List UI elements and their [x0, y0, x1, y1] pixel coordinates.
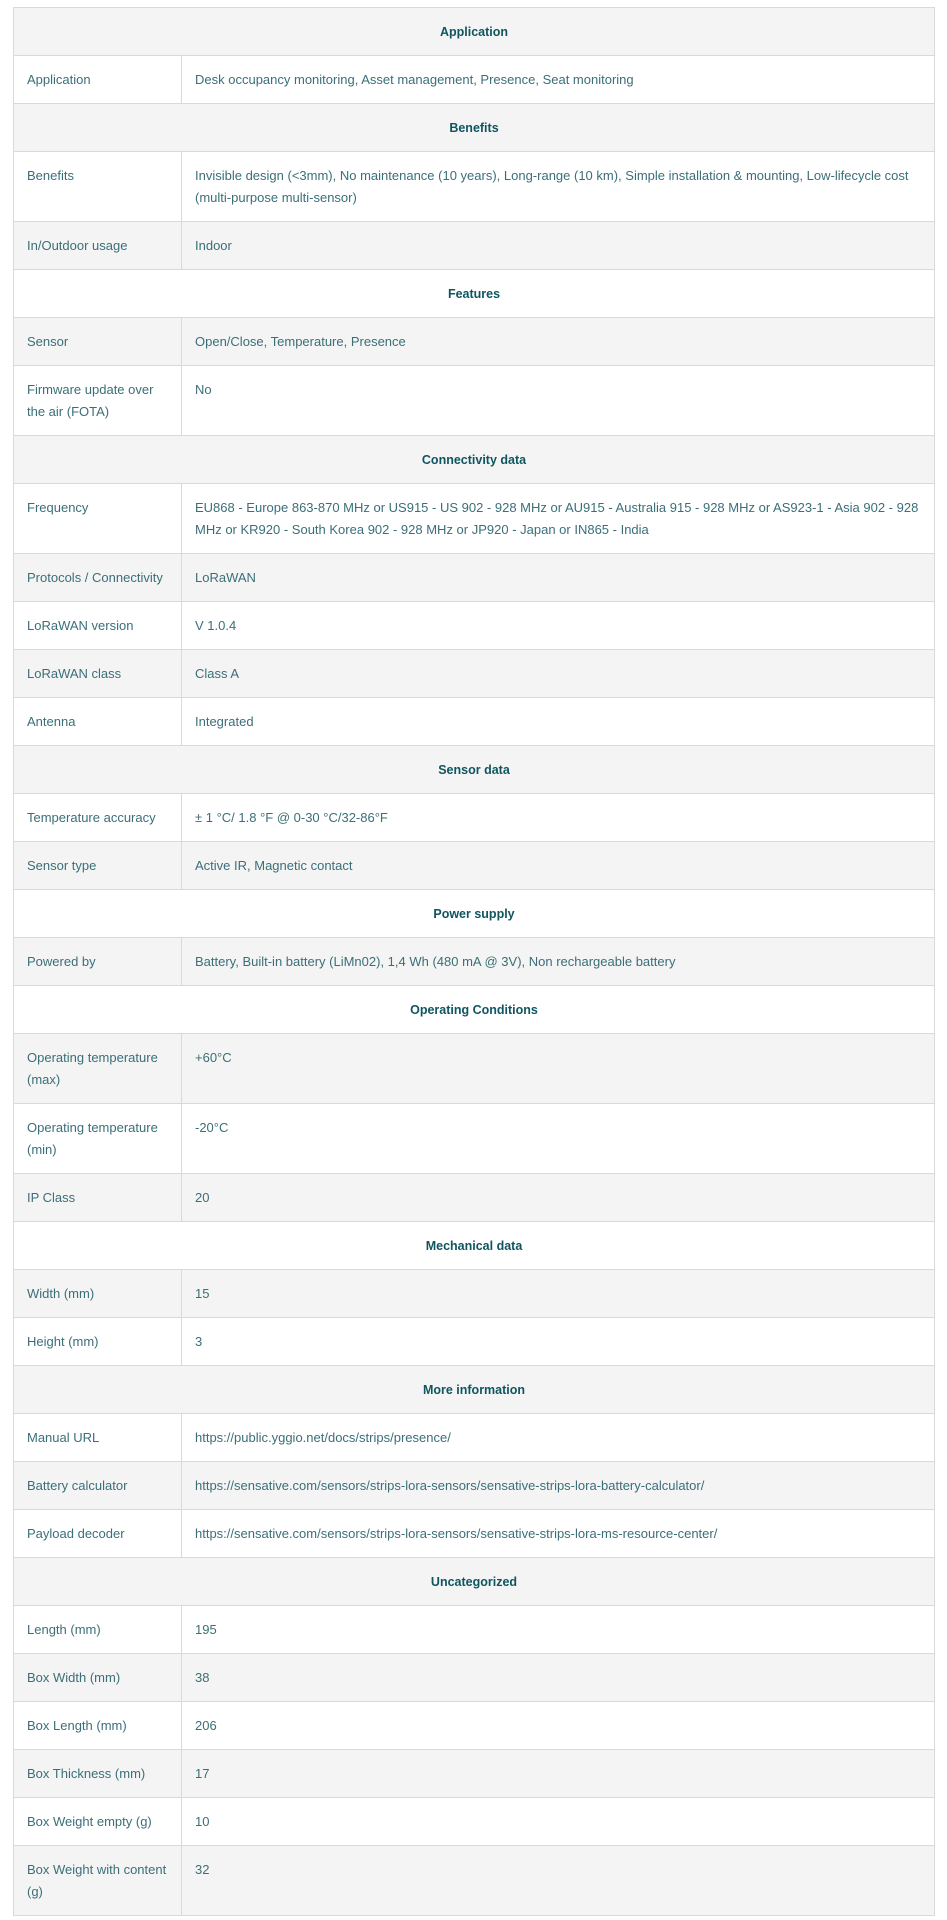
row-value: V 1.0.4	[195, 618, 237, 633]
row-value: ± 1 °C/ 1.8 °F @ 0-30 °C/32-86°F	[195, 810, 388, 825]
row-label: Antenna	[14, 698, 182, 745]
row-label: Frequency	[14, 484, 182, 553]
row-value: EU868 - Europe 863-870 MHz or US915 - US 902 - 928 MHz or AU915 - Australia 915 - 928 MHz or AS923-1 - Asia 902 - 928 MHz or KR920 - South Korea 902 - 928 MHz or JP920 - Japan or IN865 - India	[195, 500, 919, 537]
table-row	[14, 842, 935, 890]
table-row	[14, 1510, 935, 1558]
row-value: Class A	[195, 666, 240, 681]
table-row	[14, 1174, 935, 1222]
table-row	[14, 1270, 935, 1318]
table-row	[14, 1414, 935, 1462]
row-label: Box Weight empty (g)	[14, 1798, 182, 1845]
row-label: Application	[14, 56, 182, 103]
row-value: Indoor	[195, 238, 232, 253]
row-value: 15	[195, 1286, 210, 1301]
row-value: 3	[195, 1334, 203, 1349]
row-value: https://sensative.com/sensors/strips-lora-sensors/sensative-strips-lora-ms-resource-center/	[195, 1526, 718, 1541]
section-header: More information	[14, 1366, 935, 1414]
row-value: 195	[195, 1622, 217, 1637]
table-row	[14, 554, 935, 602]
row-label: In/Outdoor usage	[14, 222, 182, 269]
table-row	[14, 56, 935, 104]
row-value: Integrated	[195, 714, 254, 729]
table-row	[14, 1034, 935, 1104]
table-row	[14, 794, 935, 842]
row-value: Open/Close, Temperature, Presence	[195, 334, 406, 349]
table-row	[14, 1798, 935, 1846]
row-label: Protocols / Connectivity	[14, 554, 182, 601]
row-value: -20°C	[195, 1120, 229, 1135]
section-header: Uncategorized	[14, 1558, 935, 1606]
row-value: https://sensative.com/sensors/strips-lora-sensors/sensative-strips-lora-battery-calculator/	[195, 1478, 705, 1493]
table-row	[14, 1104, 935, 1174]
row-value: +60°C	[195, 1050, 232, 1065]
row-label: Operating temperature (max)	[14, 1034, 182, 1103]
section-header: Application	[14, 8, 935, 56]
row-value: 38	[195, 1670, 210, 1685]
row-label: Benefits	[14, 152, 182, 221]
row-value: Battery, Built-in battery (LiMn02), 1,4 Wh (480 mA @ 3V), Non rechargeable battery	[195, 954, 676, 969]
section-header: Benefits	[14, 104, 935, 152]
row-label: Height (mm)	[14, 1318, 182, 1365]
table-row	[14, 1654, 935, 1702]
row-value: LoRaWAN	[195, 570, 256, 585]
table-row	[14, 1318, 935, 1366]
table-row	[14, 938, 935, 986]
row-label: IP Class	[14, 1174, 182, 1221]
section-header: Connectivity data	[14, 436, 935, 484]
section-header: Features	[14, 270, 935, 318]
row-label: Powered by	[14, 938, 182, 985]
section-header: Operating Conditions	[14, 986, 935, 1034]
row-value: Desk occupancy monitoring, Asset management, Presence, Seat monitoring	[195, 72, 634, 87]
row-label: Payload decoder	[14, 1510, 182, 1557]
row-label: Box Length (mm)	[14, 1702, 182, 1749]
row-value: 32	[195, 1862, 210, 1877]
row-label: Box Weight with content (g)	[14, 1846, 182, 1915]
table-row	[14, 484, 935, 554]
table-row	[14, 1606, 935, 1654]
table-row	[14, 602, 935, 650]
row-value: Active IR, Magnetic contact	[195, 858, 353, 873]
table-row	[14, 1462, 935, 1510]
section-header: Mechanical data	[14, 1222, 935, 1270]
row-value: 20	[195, 1190, 210, 1205]
table-row	[14, 1846, 935, 1916]
section-header: Power supply	[14, 890, 935, 938]
row-label: Sensor type	[14, 842, 182, 889]
row-label: Length (mm)	[14, 1606, 182, 1653]
row-label: Operating temperature (min)	[14, 1104, 182, 1173]
row-label: Box Width (mm)	[14, 1654, 182, 1701]
table-row	[14, 1702, 935, 1750]
row-label: Width (mm)	[14, 1270, 182, 1317]
row-value: Invisible design (<3mm), No maintenance (10 years), Long-range (10 km), Simple installation & mounting, Low-lifecycle cost (multi-purpose multi-sensor)	[195, 168, 909, 205]
row-label: Manual URL	[14, 1414, 182, 1461]
row-value: 206	[195, 1718, 217, 1733]
table-row	[14, 1750, 935, 1798]
table-row	[14, 222, 935, 270]
row-label: LoRaWAN version	[14, 602, 182, 649]
row-value: No	[195, 382, 212, 397]
row-label: Temperature accuracy	[14, 794, 182, 841]
table-row	[14, 650, 935, 698]
row-value: 17	[195, 1766, 210, 1781]
table-row	[14, 152, 935, 222]
row-label: Battery calculator	[14, 1462, 182, 1509]
row-label: LoRaWAN class	[14, 650, 182, 697]
spec-table	[13, 7, 935, 1916]
row-label: Sensor	[14, 318, 182, 365]
section-header: Sensor data	[14, 746, 935, 794]
table-row	[14, 366, 935, 436]
row-value: 10	[195, 1814, 210, 1829]
row-label: Box Thickness (mm)	[14, 1750, 182, 1797]
row-label: Firmware update over the air (FOTA)	[14, 366, 182, 435]
row-value: https://public.yggio.net/docs/strips/presence/	[195, 1430, 451, 1445]
table-row	[14, 698, 935, 746]
table-row	[14, 318, 935, 366]
